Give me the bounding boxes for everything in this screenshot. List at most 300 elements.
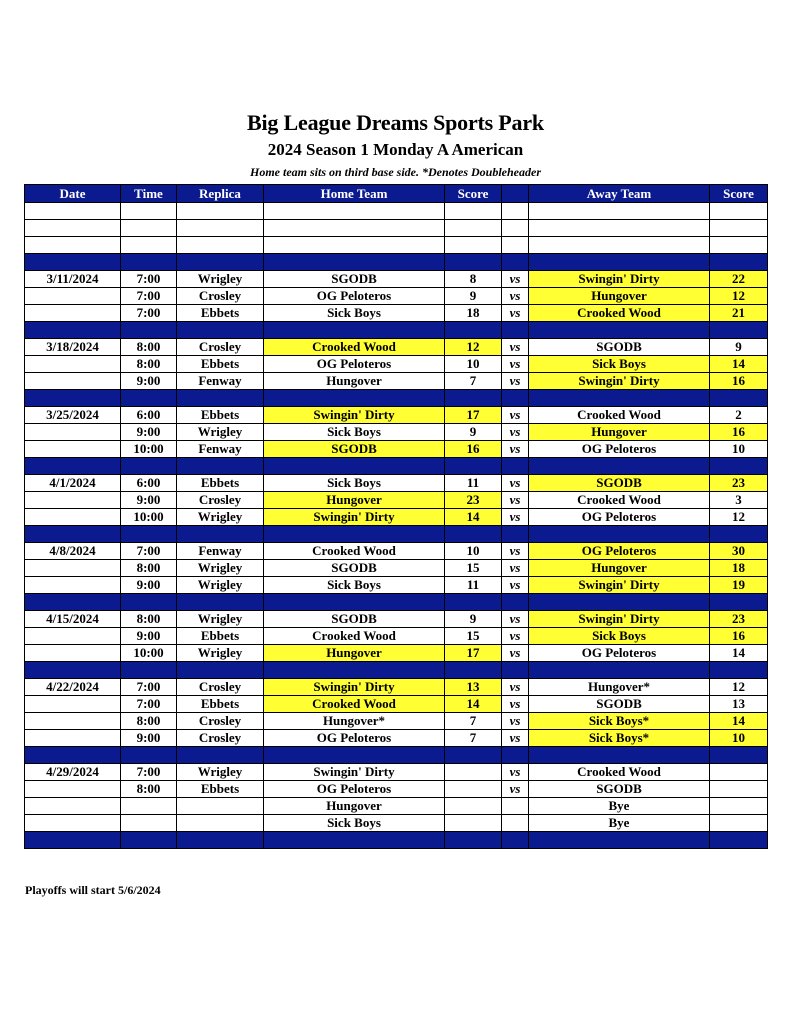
separator-cell	[121, 594, 177, 611]
header-home-team: Home Team	[264, 185, 445, 203]
vs-cell: vs	[502, 577, 529, 594]
separator-cell	[177, 747, 264, 764]
home-team-cell: Swingin' Dirty	[264, 679, 445, 696]
table-row	[25, 475, 768, 492]
separator-cell	[502, 662, 529, 679]
home-team-cell: Hungover	[264, 645, 445, 662]
separator-cell	[177, 526, 264, 543]
separator-cell	[502, 832, 529, 849]
table-row	[25, 237, 768, 254]
separator-cell	[177, 322, 264, 339]
separator-cell	[502, 254, 529, 271]
away-score-cell: 23	[710, 611, 768, 628]
separator-cell	[121, 526, 177, 543]
away-team-cell: Hungover	[529, 560, 710, 577]
away-team-cell: Swingin' Dirty	[529, 577, 710, 594]
away-score-cell: 9	[710, 339, 768, 356]
vs-cell: vs	[502, 611, 529, 628]
separator-cell	[25, 747, 121, 764]
away-team-cell: SGODB	[529, 781, 710, 798]
vs-cell: vs	[502, 713, 529, 730]
separator-cell	[445, 594, 502, 611]
header-replica: Replica	[177, 185, 264, 203]
separator-cell	[177, 594, 264, 611]
replica-cell: Wrigley	[177, 509, 264, 526]
away-score-cell: 12	[710, 679, 768, 696]
home-team-cell: SGODB	[264, 611, 445, 628]
table-row	[25, 203, 768, 220]
separator-cell	[445, 832, 502, 849]
separator-cell	[445, 662, 502, 679]
date-cell: 3/18/2024	[25, 339, 121, 356]
home-team-cell: Sick Boys	[264, 424, 445, 441]
time-cell: 9:00	[121, 373, 177, 390]
home-team-cell: Sick Boys	[264, 577, 445, 594]
separator-cell	[710, 747, 768, 764]
separator-cell	[25, 458, 121, 475]
week-separator-row	[25, 594, 768, 611]
table-row	[25, 492, 768, 509]
home-score-cell: 7	[445, 730, 502, 747]
separator-cell	[25, 832, 121, 849]
schedule-table	[24, 184, 768, 849]
away-team-cell: SGODB	[529, 339, 710, 356]
date-cell	[25, 696, 121, 713]
time-cell: 9:00	[121, 730, 177, 747]
separator-cell	[177, 832, 264, 849]
table-row	[25, 560, 768, 577]
replica-cell	[177, 220, 264, 237]
away-score-cell: 14	[710, 356, 768, 373]
vs-cell	[502, 220, 529, 237]
replica-cell: Crosley	[177, 679, 264, 696]
vs-cell: vs	[502, 288, 529, 305]
home-score-cell: 8	[445, 271, 502, 288]
away-team-cell: Sick Boys*	[529, 713, 710, 730]
home-score-cell: 13	[445, 679, 502, 696]
vs-cell: vs	[502, 679, 529, 696]
replica-cell: Ebbets	[177, 696, 264, 713]
replica-cell: Ebbets	[177, 305, 264, 322]
away-score-cell	[710, 764, 768, 781]
vs-cell	[502, 798, 529, 815]
separator-cell	[445, 322, 502, 339]
away-score-cell: 14	[710, 645, 768, 662]
time-cell: 9:00	[121, 424, 177, 441]
vs-cell: vs	[502, 509, 529, 526]
vs-cell	[502, 203, 529, 220]
away-team-cell: Sick Boys*	[529, 730, 710, 747]
away-score-cell: 13	[710, 696, 768, 713]
home-team-cell: Swingin' Dirty	[264, 764, 445, 781]
table-row	[25, 764, 768, 781]
home-team-cell: Crooked Wood	[264, 339, 445, 356]
home-score-cell: 11	[445, 577, 502, 594]
home-team-cell: Crooked Wood	[264, 628, 445, 645]
replica-cell: Ebbets	[177, 628, 264, 645]
separator-cell	[121, 747, 177, 764]
home-team-cell	[264, 237, 445, 254]
replica-cell: Wrigley	[177, 577, 264, 594]
home-score-cell	[445, 781, 502, 798]
separator-cell	[710, 526, 768, 543]
home-score-cell	[445, 815, 502, 832]
replica-cell: Fenway	[177, 543, 264, 560]
home-team-cell	[264, 203, 445, 220]
replica-cell: Wrigley	[177, 764, 264, 781]
separator-cell	[445, 458, 502, 475]
time-cell: 10:00	[121, 441, 177, 458]
away-score-cell	[710, 798, 768, 815]
table-header	[25, 185, 768, 203]
separator-cell	[529, 526, 710, 543]
separator-cell	[177, 390, 264, 407]
replica-cell: Crosley	[177, 730, 264, 747]
header-away-team: Away Team	[529, 185, 710, 203]
home-team-cell: Swingin' Dirty	[264, 407, 445, 424]
separator-cell	[264, 832, 445, 849]
home-team-cell: Hungover	[264, 798, 445, 815]
away-team-cell	[529, 203, 710, 220]
home-score-cell: 10	[445, 543, 502, 560]
separator-cell	[264, 662, 445, 679]
separator-cell	[445, 254, 502, 271]
separator-cell	[264, 322, 445, 339]
table-row	[25, 628, 768, 645]
table-row	[25, 611, 768, 628]
date-cell	[25, 577, 121, 594]
table-row	[25, 288, 768, 305]
away-score-cell: 30	[710, 543, 768, 560]
away-team-cell: Bye	[529, 815, 710, 832]
time-cell: 10:00	[121, 509, 177, 526]
home-team-cell: Hungover	[264, 492, 445, 509]
vs-cell: vs	[502, 441, 529, 458]
home-team-cell: OG Peloteros	[264, 356, 445, 373]
table-row	[25, 220, 768, 237]
separator-cell	[529, 662, 710, 679]
date-cell	[25, 220, 121, 237]
date-cell	[25, 424, 121, 441]
replica-cell: Fenway	[177, 373, 264, 390]
footer-note: Playoffs will start 5/6/2024	[25, 883, 161, 897]
away-team-cell: Sick Boys	[529, 628, 710, 645]
week-separator-row	[25, 832, 768, 849]
date-cell	[25, 560, 121, 577]
vs-cell: vs	[502, 696, 529, 713]
home-team-cell: Swingin' Dirty	[264, 509, 445, 526]
table-row	[25, 815, 768, 832]
away-team-cell: OG Peloteros	[529, 543, 710, 560]
separator-cell	[502, 322, 529, 339]
time-cell: 7:00	[121, 696, 177, 713]
separator-cell	[502, 526, 529, 543]
home-team-cell: SGODB	[264, 441, 445, 458]
away-score-cell	[710, 237, 768, 254]
home-score-cell: 23	[445, 492, 502, 509]
away-score-cell: 19	[710, 577, 768, 594]
replica-cell: Crosley	[177, 288, 264, 305]
header-date: Date	[25, 185, 121, 203]
time-cell: 6:00	[121, 407, 177, 424]
away-team-cell: Swingin' Dirty	[529, 373, 710, 390]
week-separator-row	[25, 322, 768, 339]
separator-cell	[25, 662, 121, 679]
away-team-cell: Swingin' Dirty	[529, 611, 710, 628]
away-team-cell	[529, 220, 710, 237]
home-team-cell: OG Peloteros	[264, 730, 445, 747]
separator-cell	[25, 390, 121, 407]
away-team-cell: SGODB	[529, 475, 710, 492]
table-row	[25, 373, 768, 390]
home-team-cell: OG Peloteros	[264, 288, 445, 305]
away-score-cell: 16	[710, 424, 768, 441]
table-row	[25, 679, 768, 696]
date-cell	[25, 203, 121, 220]
away-score-cell: 16	[710, 628, 768, 645]
away-team-cell: Crooked Wood	[529, 407, 710, 424]
away-score-cell	[710, 220, 768, 237]
table-row	[25, 781, 768, 798]
home-score-cell: 15	[445, 560, 502, 577]
week-separator-row	[25, 458, 768, 475]
time-cell	[121, 203, 177, 220]
away-team-cell: OG Peloteros	[529, 441, 710, 458]
vs-cell: vs	[502, 356, 529, 373]
replica-cell: Wrigley	[177, 645, 264, 662]
separator-cell	[710, 254, 768, 271]
away-team-cell: Hungover*	[529, 679, 710, 696]
home-score-cell: 12	[445, 339, 502, 356]
home-team-cell: Hungover*	[264, 713, 445, 730]
home-score-cell: 17	[445, 645, 502, 662]
replica-cell: Ebbets	[177, 356, 264, 373]
home-score-cell: 14	[445, 509, 502, 526]
replica-cell: Wrigley	[177, 560, 264, 577]
time-cell: 8:00	[121, 611, 177, 628]
separator-cell	[529, 458, 710, 475]
vs-cell	[502, 237, 529, 254]
time-cell: 8:00	[121, 560, 177, 577]
home-score-cell: 10	[445, 356, 502, 373]
away-team-cell	[529, 237, 710, 254]
separator-cell	[529, 390, 710, 407]
separator-cell	[710, 322, 768, 339]
away-team-cell: SGODB	[529, 696, 710, 713]
home-score-cell	[445, 798, 502, 815]
home-score-cell: 9	[445, 424, 502, 441]
separator-cell	[502, 594, 529, 611]
table-row	[25, 696, 768, 713]
home-team-cell	[264, 220, 445, 237]
separator-cell	[264, 254, 445, 271]
date-cell	[25, 509, 121, 526]
page-title: Big League Dreams Sports Park	[247, 110, 544, 135]
away-score-cell: 2	[710, 407, 768, 424]
time-cell: 9:00	[121, 628, 177, 645]
away-score-cell: 14	[710, 713, 768, 730]
table-body	[25, 203, 768, 849]
separator-cell	[25, 322, 121, 339]
vs-cell: vs	[502, 407, 529, 424]
separator-cell	[445, 747, 502, 764]
vs-cell: vs	[502, 764, 529, 781]
time-cell: 7:00	[121, 679, 177, 696]
separator-cell	[502, 458, 529, 475]
separator-cell	[710, 458, 768, 475]
header-away-score: Score	[710, 185, 768, 203]
home-team-cell: Sick Boys	[264, 305, 445, 322]
separator-cell	[445, 526, 502, 543]
home-score-cell: 7	[445, 373, 502, 390]
date-cell: 4/29/2024	[25, 764, 121, 781]
separator-cell	[25, 526, 121, 543]
home-score-cell: 9	[445, 288, 502, 305]
table-row	[25, 798, 768, 815]
time-cell	[121, 237, 177, 254]
separator-cell	[529, 747, 710, 764]
table-row	[25, 509, 768, 526]
time-cell: 9:00	[121, 577, 177, 594]
date-cell	[25, 713, 121, 730]
table-row	[25, 407, 768, 424]
table-row	[25, 339, 768, 356]
home-score-cell: 14	[445, 696, 502, 713]
date-cell	[25, 356, 121, 373]
away-score-cell: 22	[710, 271, 768, 288]
table-row	[25, 730, 768, 747]
date-cell: 4/22/2024	[25, 679, 121, 696]
replica-cell: Wrigley	[177, 271, 264, 288]
separator-cell	[710, 594, 768, 611]
vs-cell: vs	[502, 730, 529, 747]
separator-cell	[502, 390, 529, 407]
away-score-cell: 23	[710, 475, 768, 492]
away-team-cell: Bye	[529, 798, 710, 815]
date-cell: 4/15/2024	[25, 611, 121, 628]
page-subtitle: 2024 Season 1 Monday A American	[267, 140, 524, 159]
separator-cell	[177, 458, 264, 475]
time-cell: 8:00	[121, 339, 177, 356]
page-note: Home team sits on third base side. *Denotes Doubleheader	[250, 165, 541, 179]
home-score-cell	[445, 237, 502, 254]
vs-cell: vs	[502, 373, 529, 390]
away-team-cell: OG Peloteros	[529, 645, 710, 662]
separator-cell	[121, 662, 177, 679]
vs-cell: vs	[502, 271, 529, 288]
away-team-cell: Swingin' Dirty	[529, 271, 710, 288]
vs-cell: vs	[502, 781, 529, 798]
table-row	[25, 271, 768, 288]
header-row	[25, 185, 768, 203]
replica-cell: Crosley	[177, 339, 264, 356]
home-team-cell: OG Peloteros	[264, 781, 445, 798]
separator-cell	[264, 747, 445, 764]
home-score-cell: 15	[445, 628, 502, 645]
time-cell	[121, 815, 177, 832]
date-cell	[25, 628, 121, 645]
home-team-cell: SGODB	[264, 560, 445, 577]
replica-cell: Wrigley	[177, 611, 264, 628]
date-cell: 3/11/2024	[25, 271, 121, 288]
separator-cell	[445, 390, 502, 407]
table-row	[25, 645, 768, 662]
separator-cell	[25, 254, 121, 271]
vs-cell: vs	[502, 339, 529, 356]
home-score-cell: 17	[445, 407, 502, 424]
replica-cell	[177, 798, 264, 815]
home-score-cell: 18	[445, 305, 502, 322]
time-cell: 9:00	[121, 492, 177, 509]
separator-cell	[25, 594, 121, 611]
table-row	[25, 356, 768, 373]
home-score-cell	[445, 220, 502, 237]
separator-cell	[121, 832, 177, 849]
date-cell: 4/8/2024	[25, 543, 121, 560]
replica-cell	[177, 237, 264, 254]
away-score-cell	[710, 781, 768, 798]
home-team-cell: Sick Boys	[264, 475, 445, 492]
separator-cell	[710, 390, 768, 407]
date-cell: 3/25/2024	[25, 407, 121, 424]
away-score-cell: 10	[710, 730, 768, 747]
separator-cell	[710, 662, 768, 679]
separator-cell	[121, 390, 177, 407]
date-cell	[25, 730, 121, 747]
separator-cell	[264, 390, 445, 407]
away-score-cell: 21	[710, 305, 768, 322]
date-cell	[25, 305, 121, 322]
separator-cell	[121, 458, 177, 475]
separator-cell	[121, 254, 177, 271]
home-team-cell: SGODB	[264, 271, 445, 288]
home-team-cell: Crooked Wood	[264, 696, 445, 713]
away-team-cell: Crooked Wood	[529, 305, 710, 322]
time-cell: 8:00	[121, 713, 177, 730]
table-row	[25, 713, 768, 730]
time-cell: 7:00	[121, 543, 177, 560]
week-separator-row	[25, 662, 768, 679]
vs-cell: vs	[502, 628, 529, 645]
replica-cell	[177, 203, 264, 220]
home-team-cell: Sick Boys	[264, 815, 445, 832]
away-score-cell: 18	[710, 560, 768, 577]
time-cell: 8:00	[121, 781, 177, 798]
time-cell: 6:00	[121, 475, 177, 492]
vs-cell: vs	[502, 560, 529, 577]
table-row	[25, 441, 768, 458]
home-score-cell: 7	[445, 713, 502, 730]
away-score-cell: 10	[710, 441, 768, 458]
away-score-cell: 12	[710, 288, 768, 305]
table-row	[25, 543, 768, 560]
replica-cell: Ebbets	[177, 407, 264, 424]
date-cell	[25, 781, 121, 798]
home-score-cell: 9	[445, 611, 502, 628]
away-team-cell: Crooked Wood	[529, 764, 710, 781]
away-team-cell: Hungover	[529, 424, 710, 441]
replica-cell: Fenway	[177, 441, 264, 458]
header-vs	[502, 185, 529, 203]
home-score-cell	[445, 203, 502, 220]
date-cell	[25, 288, 121, 305]
time-cell: 7:00	[121, 288, 177, 305]
separator-cell	[264, 526, 445, 543]
vs-cell: vs	[502, 543, 529, 560]
away-score-cell	[710, 203, 768, 220]
replica-cell: Crosley	[177, 713, 264, 730]
home-team-cell: Crooked Wood	[264, 543, 445, 560]
